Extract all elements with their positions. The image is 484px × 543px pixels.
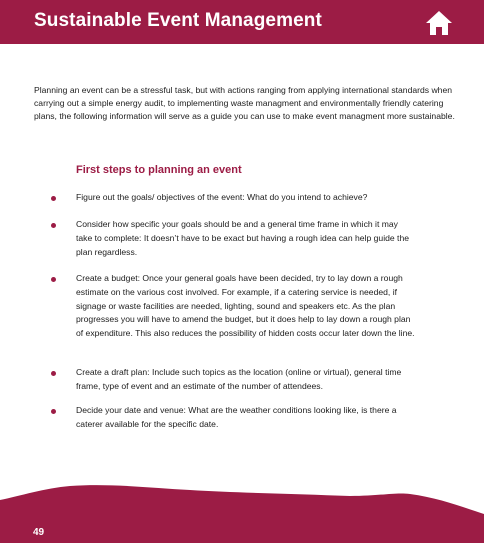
list-item-text: Figure out the goals/ objectives of the event: What do you intend to achieve? <box>76 192 368 202</box>
list-item-text: Create a budget: Once your general goals have been decided, try to lay down a rough estimate on the various cost involved. For example, if a catering service is needed, if signage or waste facilities are needed, lighting, sound and speakers etc. As the plan progresses you will have to amend the budget, but it does help to lay down a rough plan of expenditure. This also reduces the possibility of hidden costs occur later down the line. <box>76 273 415 339</box>
bullet-icon <box>51 371 56 376</box>
bullet-icon <box>51 196 56 201</box>
bullet-icon <box>51 277 56 282</box>
bullet-icon <box>51 409 56 414</box>
list-item-text: Decide your date and venue: What are the weather conditions looking like, is there a caterer available for the specific date. <box>76 405 397 429</box>
intro-paragraph: Planning an event can be a stressful task, but with actions ranging from applying international standards when carrying out a simple energy audit, to implementing waste managment and environmentally friendly catering plans, the following information will serve as a guide you can use to make event managment more sustainable. <box>34 85 455 122</box>
page-number: 49 <box>33 527 45 538</box>
section-heading: First steps to planning an event <box>76 164 242 176</box>
page-title: Sustainable Event Management <box>34 10 322 31</box>
list-item-text: Create a draft plan: Include such topics as the location (online or virtual), general time frame, type of event and an estimate of the number of attendees. <box>76 367 402 391</box>
footer-wave <box>0 484 484 543</box>
list-item-text: Consider how specific your goals should be and a general time frame in which it may take to complete: It doesn’t have to be exact but having a rough idea can help guide the plan regardless. <box>76 219 409 257</box>
bullet-icon <box>51 223 56 228</box>
